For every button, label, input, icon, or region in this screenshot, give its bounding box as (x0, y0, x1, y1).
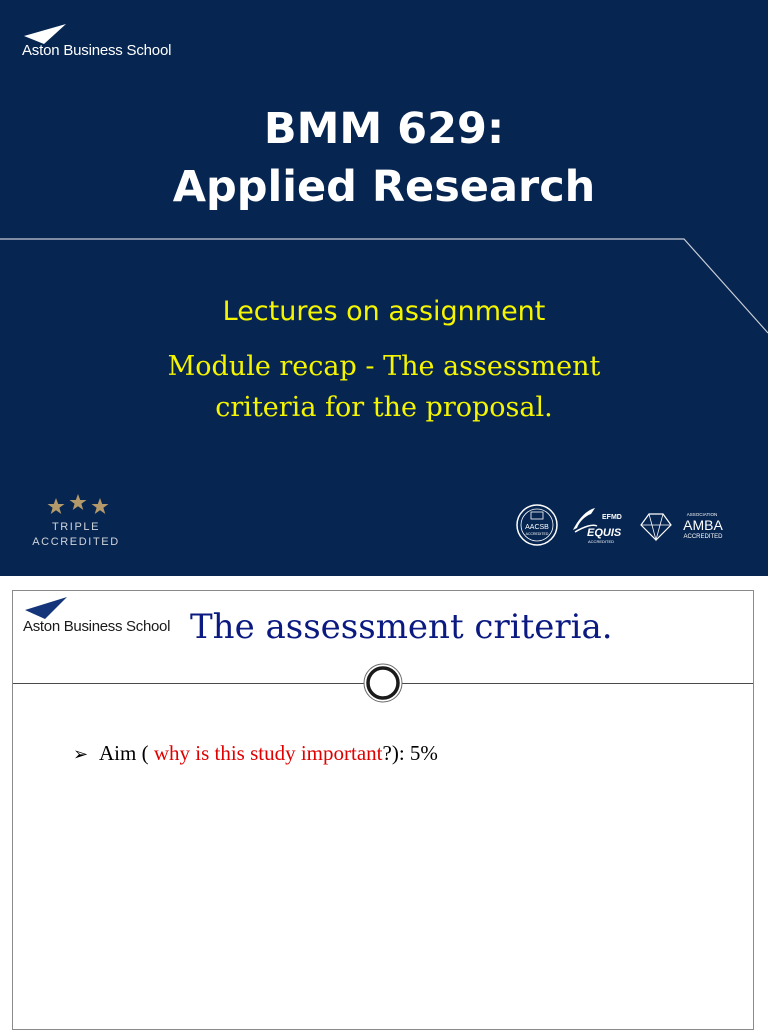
accreditation-line-1: TRIPLE (51, 521, 101, 533)
amba-assoc: ASSOCIATION (686, 512, 718, 517)
aston-logo-mark-icon (24, 24, 68, 44)
triple-accredited (20, 520, 132, 550)
ring-ornament-icon (363, 663, 403, 703)
stars-icon (45, 494, 111, 516)
accreditation-line-2: ACCREDITED (32, 536, 120, 548)
recap-line-2: criteria for the proposal. (215, 392, 553, 423)
accreditation-badges (515, 500, 745, 550)
equis-badge-icon (573, 508, 622, 544)
logo-text: Aston Business School (22, 42, 172, 59)
amba-label: AMBA (683, 517, 723, 533)
course-code: BMM 629: (263, 104, 505, 154)
criteria-slide (12, 590, 754, 1030)
arrow-bullet-icon: ➢ (73, 744, 89, 764)
bullet-aim (73, 741, 438, 766)
subtitle: Lectures on assignment (222, 296, 546, 327)
aacsb-sub: ACCREDITED (525, 532, 549, 536)
bullet-suffix: ?): 5% (382, 741, 438, 765)
recap-text (0, 346, 768, 428)
bullet-highlight: why is this study important (153, 741, 383, 765)
logo-text: Aston Business School (23, 618, 171, 635)
aston-logo-mark-icon (25, 597, 69, 619)
slide-title: The assessment criteria. (190, 607, 613, 647)
recap-line-1: Module recap - The assessment (167, 351, 601, 382)
equis-sub: ACCREDITED (588, 539, 615, 544)
amba-badge-icon (641, 512, 723, 540)
amba-sub: ACCREDITED (683, 534, 723, 540)
aacsb-label: AACSB (525, 524, 549, 531)
slide-title (0, 100, 768, 216)
efmd-label: EFMD (602, 514, 622, 521)
bullet-prefix: Aim ( (99, 741, 154, 765)
aacsb-badge-icon (517, 505, 557, 545)
course-name: Applied Research (172, 162, 596, 212)
equis-label: EQUIS (587, 527, 622, 539)
